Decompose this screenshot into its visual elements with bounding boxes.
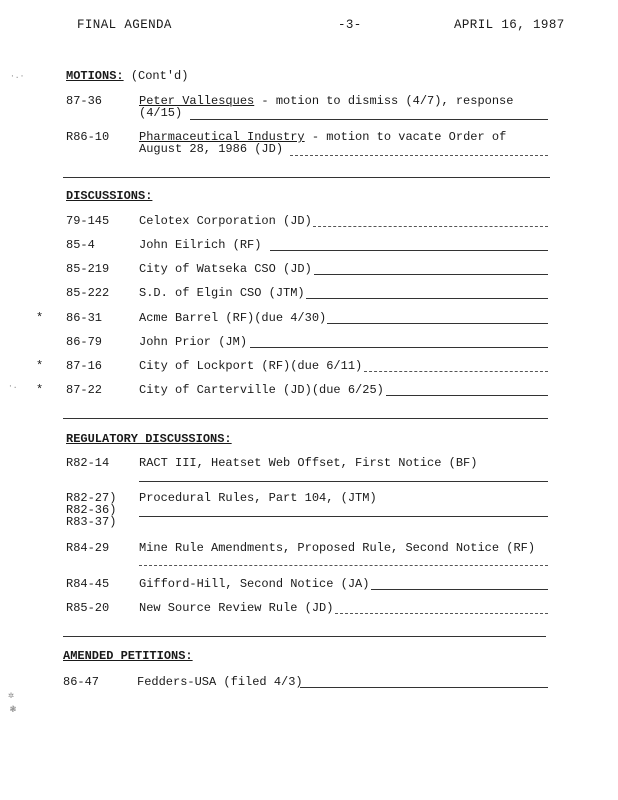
fill-line: [364, 371, 548, 372]
fill-line: [139, 516, 548, 517]
motions-heading-suffix: (Cont'd): [130, 69, 189, 83]
fill-line: [190, 119, 548, 120]
motion-party: Peter Vallesques: [139, 94, 255, 108]
discussion-text: City of Carterville (JD)(due 6/25): [139, 383, 384, 397]
agenda-date: APRIL 16, 1987: [454, 18, 565, 32]
discussion-code: 85-4: [66, 238, 95, 252]
discussion-code: 86-31: [66, 311, 103, 325]
discussion-text: City of Watseka CSO (JD): [139, 262, 312, 276]
section-divider: [63, 636, 546, 637]
fill-line: [335, 613, 548, 614]
fill-line: [270, 250, 548, 251]
discussion-text: Celotex Corporation (JD): [139, 214, 312, 228]
discussions-heading: DISCUSSIONS:: [66, 189, 153, 203]
fill-line: [139, 565, 548, 566]
fill-line: [290, 155, 548, 156]
priority-asterisk: *: [36, 359, 44, 373]
discussion-text: City of Lockport (RF)(due 6/11): [139, 359, 363, 373]
regulatory-heading: REGULATORY DISCUSSIONS:: [66, 432, 232, 446]
regulatory-text: New Source Review Rule (JD): [139, 601, 334, 615]
discussion-text: S.D. of Elgin CSO (JTM): [139, 286, 305, 300]
fill-line: [139, 481, 548, 482]
discussion-code: 85-219: [66, 262, 110, 276]
fill-line: [300, 687, 548, 688]
motion-code: 87-36: [66, 94, 103, 108]
regulatory-code: R82-36): [66, 503, 117, 517]
fill-line: [313, 226, 548, 227]
discussion-code: 79-145: [66, 214, 110, 228]
motion-desc-cont: August 28, 1986 (JD): [139, 142, 284, 156]
motion-party: Pharmaceutical Industry: [139, 130, 305, 144]
motion-desc-cont: (4/15): [139, 106, 183, 120]
regulatory-text: RACT III, Heatset Web Offset, First Notice (BF): [139, 456, 478, 470]
regulatory-text: Procedural Rules, Part 104, (JTM): [139, 491, 377, 505]
page-number: -3-: [338, 18, 362, 32]
amended-code: 86-47: [63, 675, 100, 689]
regulatory-code: R82-14: [66, 456, 110, 470]
fill-line: [327, 323, 548, 324]
section-divider: [63, 418, 548, 419]
regulatory-text: Mine Rule Amendments, Proposed Rule, Second Notice (RF): [139, 541, 536, 555]
fill-line: [250, 347, 548, 348]
discussion-text: John Eilrich (RF): [139, 238, 262, 252]
motion-text: [139, 95, 513, 108]
motions-heading: MOTIONS:: [66, 69, 124, 83]
amended-text: Fedders-USA (filed 4/3): [137, 675, 303, 689]
amended-heading: AMENDED PETITIONS:: [63, 649, 193, 663]
fill-line: [386, 395, 548, 396]
regulatory-code: R83-37): [66, 515, 117, 529]
fill-line: [306, 298, 548, 299]
discussion-code: 87-16: [66, 359, 103, 373]
agenda-title: FINAL AGENDA: [77, 18, 172, 32]
discussion-code: 85-222: [66, 286, 110, 300]
motion-code: R86-10: [66, 130, 110, 144]
scan-speck: ✲: [8, 691, 15, 702]
motion-desc: - motion to vacate Order of: [304, 130, 507, 144]
discussion-code: 87-22: [66, 383, 103, 397]
fill-line: [371, 589, 548, 590]
section-divider: [63, 177, 550, 178]
priority-asterisk: *: [36, 311, 44, 325]
scan-speck: ·.·: [10, 72, 25, 81]
scan-speck: ·.: [8, 382, 18, 391]
regulatory-code: R85-20: [66, 601, 110, 615]
regulatory-text: Gifford-Hill, Second Notice (JA): [139, 577, 370, 591]
regulatory-code: R84-45: [66, 577, 110, 591]
regulatory-code: R84-29: [66, 541, 110, 555]
motions-heading-row: [66, 70, 188, 83]
discussion-code: 86-79: [66, 335, 103, 349]
discussion-text: John Prior (JM): [139, 335, 248, 349]
fill-line: [314, 274, 548, 275]
regulatory-code: R82-27): [66, 491, 117, 505]
discussion-text: Acme Barrel (RF)(due 4/30): [139, 311, 327, 325]
scan-speck: ❃: [10, 705, 17, 716]
motion-desc: - motion to dismiss (4/7), response: [254, 94, 514, 108]
priority-asterisk: *: [36, 383, 44, 397]
